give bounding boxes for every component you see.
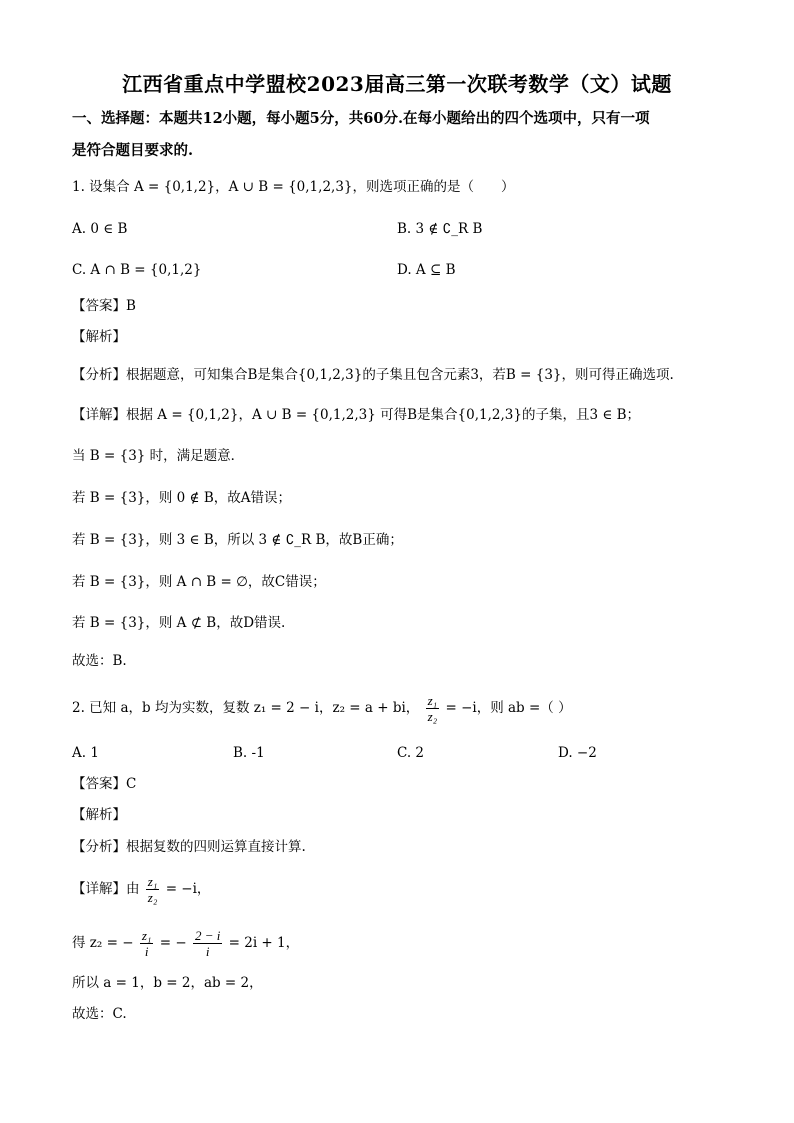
q2-stem-fraction-num: z₁ bbox=[427, 693, 438, 708]
q2-stem-fraction-den: z₂ bbox=[427, 709, 438, 724]
q2-option-a: A. 1 bbox=[72, 745, 99, 761]
q2-detail bbox=[72, 874, 210, 905]
q2-option-b: B. -1 bbox=[233, 745, 265, 761]
q2-step1-fraction-1-den: i bbox=[144, 944, 149, 959]
q2-option-d: D. −2 bbox=[558, 745, 597, 761]
q2-choice: 故选：C. bbox=[72, 1006, 127, 1022]
q2-detail-fraction-den: z₂ bbox=[147, 890, 158, 905]
q2-detail-fraction bbox=[146, 874, 160, 905]
q2-option-c: C. 2 bbox=[397, 745, 425, 761]
q2-detail-post: = −i， bbox=[165, 881, 211, 897]
q2-step1-mid: = − bbox=[159, 935, 187, 951]
q2-stem-post: = −i，则 ab =（ ） bbox=[445, 700, 572, 716]
q1-step-1: 当 B = {3} 时，满足题意． bbox=[72, 448, 245, 464]
q2-step1-fraction-1-num: z₁ bbox=[141, 928, 152, 943]
q2-analysis: 【分析】根据复数的四则运算直接计算. bbox=[72, 839, 306, 855]
q2-detail-pre: 【详解】由 bbox=[72, 881, 140, 897]
q1-step-3: 若 B = {3}，则 3 ∈ B，所以 3 ∉ ∁_R B，故B正确； bbox=[72, 532, 403, 548]
q1-analysis: 【分析】根据题意，可知集合B是集合{0,1,2,3}的子集且包含元素3，若B = {3}，则可得正确选项. bbox=[72, 367, 674, 383]
q1-stem: 1. 设集合 A = {0,1,2}，A ∪ B = {0,1,2,3}，则选项正确的是（ ） bbox=[72, 179, 515, 195]
q2-analysis-label: 【解析】 bbox=[72, 807, 126, 823]
q2-stem-fraction bbox=[426, 693, 440, 724]
q2-step-1 bbox=[72, 928, 299, 959]
q2-step1-fraction-2 bbox=[193, 928, 222, 959]
q2-step-2: 所以 a = 1，b = 2，ab = 2， bbox=[72, 975, 263, 991]
q1-answer: 【答案】B bbox=[72, 298, 136, 314]
q1-choice: 故选：B. bbox=[72, 653, 127, 669]
q2-step1-post: = 2i + 1， bbox=[228, 935, 300, 951]
q1-option-a: A. 0 ∈ B bbox=[72, 221, 128, 237]
q1-option-c: C. A ∩ B = {0,1,2} bbox=[72, 262, 202, 278]
q1-option-b: B. 3 ∉ ∁_R B bbox=[397, 221, 483, 237]
section-heading-line2: 是符合题目要求的. bbox=[72, 142, 194, 159]
section-heading-line1: 一、选择题：本题共12小题，每小题5分，共60分.在每小题给出的四个选项中，只有一项 bbox=[72, 110, 650, 127]
q2-step1-fraction-2-den: i bbox=[205, 944, 210, 959]
q2-stem-pre: 2. 已知 a，b 均为实数，复数 z₁ = 2 − i，z₂ = a + bi， bbox=[72, 700, 420, 716]
q1-option-d: D. A ⊆ B bbox=[397, 262, 456, 278]
q1-step-2: 若 B = {3}，则 0 ∉ B，故A错误； bbox=[72, 490, 291, 506]
q2-step1-fraction-2-num: 2 − i bbox=[194, 928, 221, 943]
q2-answer: 【答案】C bbox=[72, 776, 137, 792]
q1-analysis-label: 【解析】 bbox=[72, 329, 126, 345]
q2-step1-pre: 得 z₂ = − bbox=[72, 935, 134, 951]
q2-stem bbox=[72, 693, 572, 724]
page-title: 江西省重点中学盟校2023届高三第一次联考数学（文）试题 bbox=[122, 72, 672, 96]
q2-step1-fraction-1 bbox=[140, 928, 154, 959]
q2-detail-fraction-num: z₁ bbox=[147, 874, 158, 889]
q1-step-5: 若 B = {3}，则 A ⊄ B，故D错误. bbox=[72, 615, 286, 631]
q1-step-4: 若 B = {3}，则 A ∩ B = ∅，故C错误； bbox=[72, 574, 326, 590]
q1-detail: 【详解】根据 A = {0,1,2}，A ∪ B = {0,1,2,3} 可得B是集合{0,1,2,3}的子集，且3 ∈ B； bbox=[72, 407, 641, 423]
